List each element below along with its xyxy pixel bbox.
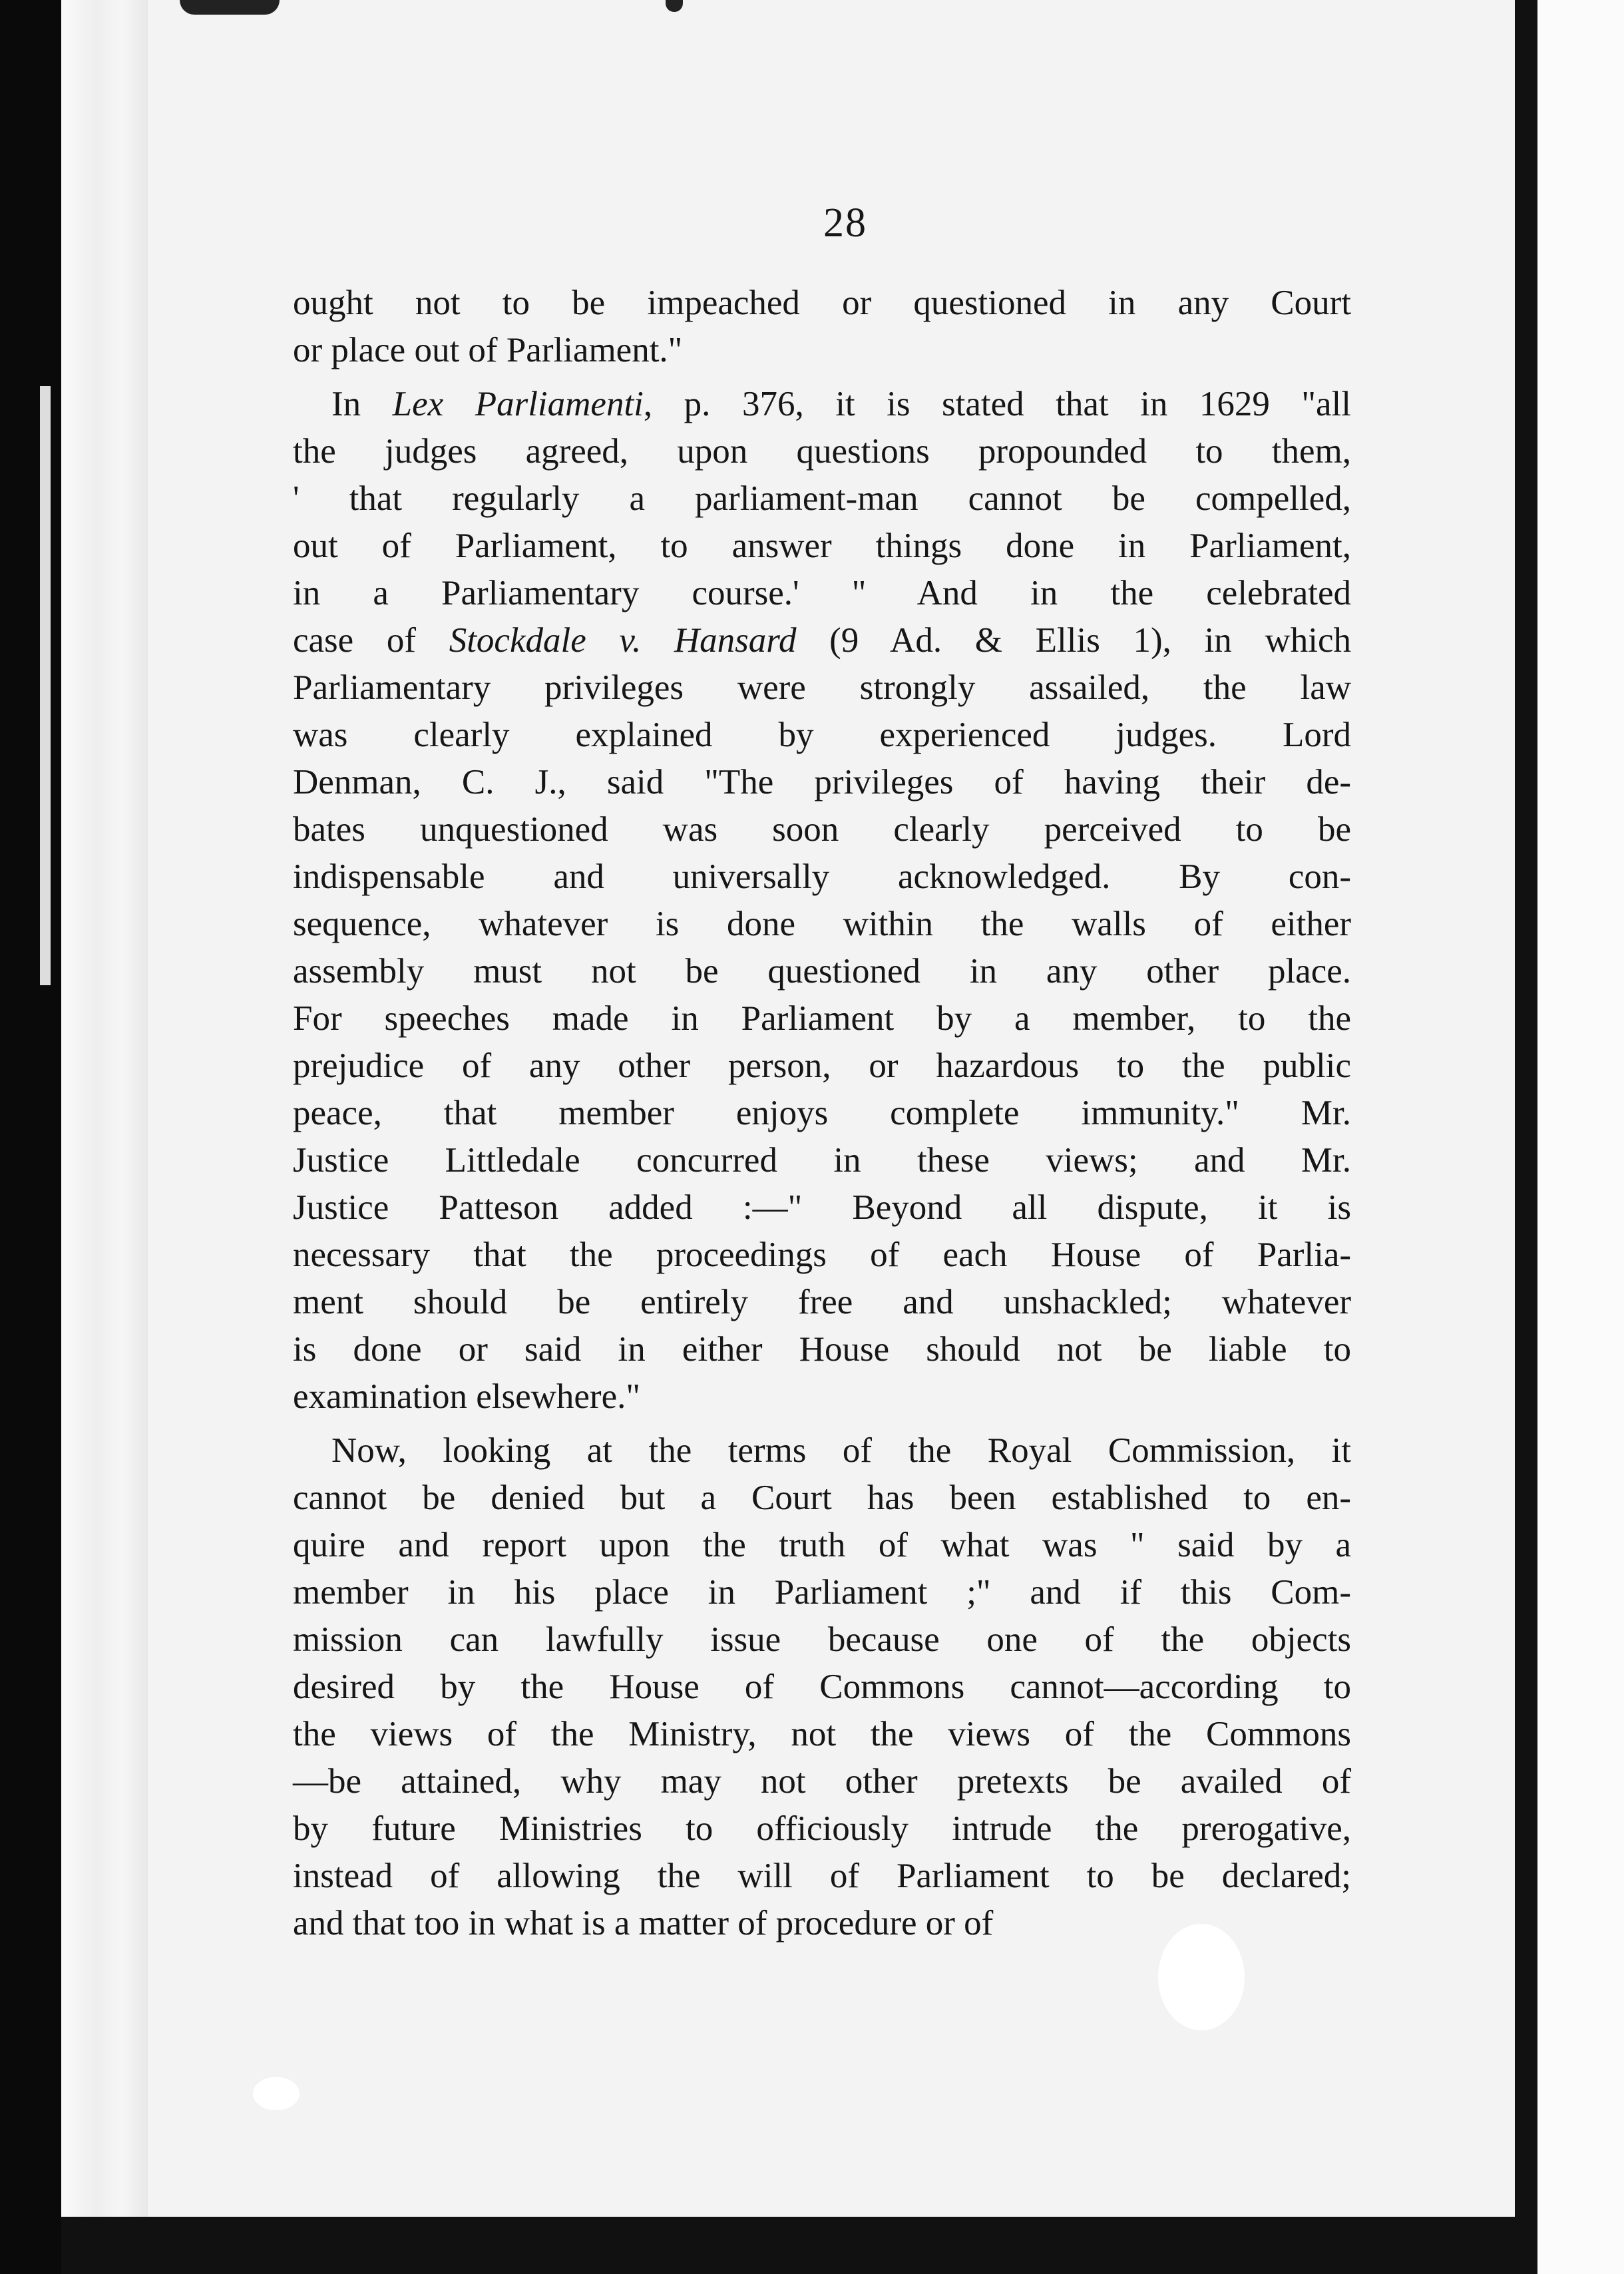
paragraph-gap [293,1421,1351,1427]
text-line: bates unquestioned was soon clearly perceived to be [293,810,1351,849]
paper-spot [253,2077,300,2110]
text-line: the views of the Ministry, not the views of the Commons [293,1715,1351,1753]
text-line: member in his place in Parliament ;" and if this Com- [293,1573,1351,1612]
italic-title: Lex Parliamenti [392,385,644,423]
text-line: ought not to be impeached or questioned in any Court [293,284,1351,322]
scan-bottom-border [61,2217,1537,2274]
text-line: Justice Patteson added :—" Beyond all dispute, it is [293,1188,1351,1227]
text-line: examination elsewhere." [293,1377,640,1416]
paragraph [293,381,1351,1421]
text-line: quire and report upon the truth of what was " said by a [293,1526,1351,1564]
text-line: mission can lawfully issue because one of the objects [293,1620,1351,1659]
text-line: desired by the House of Commons cannot—according to [293,1668,1351,1706]
text-line: In Lex Parliamenti, p. 376, it is stated that in 1629 "all [331,385,1352,423]
text-line: instead of allowing the will of Parliament to be declared; [293,1857,1351,1895]
text-line: —be attained, why may not other pretexts be availed of [293,1762,1351,1801]
text-line: was clearly explained by experienced judges. Lord [293,716,1351,754]
paragraph [293,280,1351,374]
text-line: sequence, whatever is done within the walls of either [293,905,1351,943]
scan-left-margin-strip [61,0,148,2274]
text-line: is done or said in either House should not be liable to [293,1330,1351,1369]
scan-right-margin-strip [1537,0,1624,2274]
text-line: Justice Littledale concurred in these views; and Mr. [293,1141,1351,1180]
text-line: by future Ministries to officiously intrude the prerogative, [293,1809,1351,1848]
text-line: in a Parliamentary course.' " And in the celebrated [293,574,1351,612]
page-number: 28 [823,200,867,246]
text-line: prejudice of any other person, or hazardous to the public [293,1046,1351,1085]
text-line: assembly must not be questioned in any other place. [293,952,1351,991]
scan-right-border [1515,0,1537,2274]
paragraph [293,1427,1351,1947]
text-line: or place out of Parliament." [293,331,683,369]
ink-smudge [180,0,280,15]
body-text [293,280,1351,1947]
text-line: case of Stockdale v. Hansard (9 Ad. & Ellis 1), in which [293,621,1351,660]
text-line: Parliamentary privileges were strongly assailed, the law [293,668,1351,707]
text-line: ' that regularly a parliament-man cannot be compelled, [293,479,1351,518]
italic-title: Stockdale v. Hansard [449,621,797,660]
text-line: Now, looking at the terms of the Royal Commission, it [331,1431,1351,1470]
text-line: For speeches made in Parliament by a member, to the [293,999,1351,1038]
scan-left-border [0,0,61,2274]
text-line: out of Parliament, to answer things done in Parliament, [293,527,1351,565]
text-line: cannot be denied but a Court has been established to en- [293,1478,1351,1517]
text-line: necessary that the proceedings of each House of Parlia- [293,1236,1351,1274]
paragraph-gap [293,374,1351,381]
text-line: Denman, C. J., said "The privileges of having their de- [293,763,1351,801]
text-line: indispensable and universally acknowledged. By con- [293,857,1351,896]
scan-left-edge-mark [40,386,51,985]
text-line: peace, that member enjoys complete immunity." Mr. [293,1094,1351,1132]
text-line: and that too in what is a matter of procedure or of [293,1904,994,1942]
text-line: ment should be entirely free and unshackled; whatever [293,1283,1351,1321]
text-line: the judges agreed, upon questions propounded to them, [293,432,1351,471]
